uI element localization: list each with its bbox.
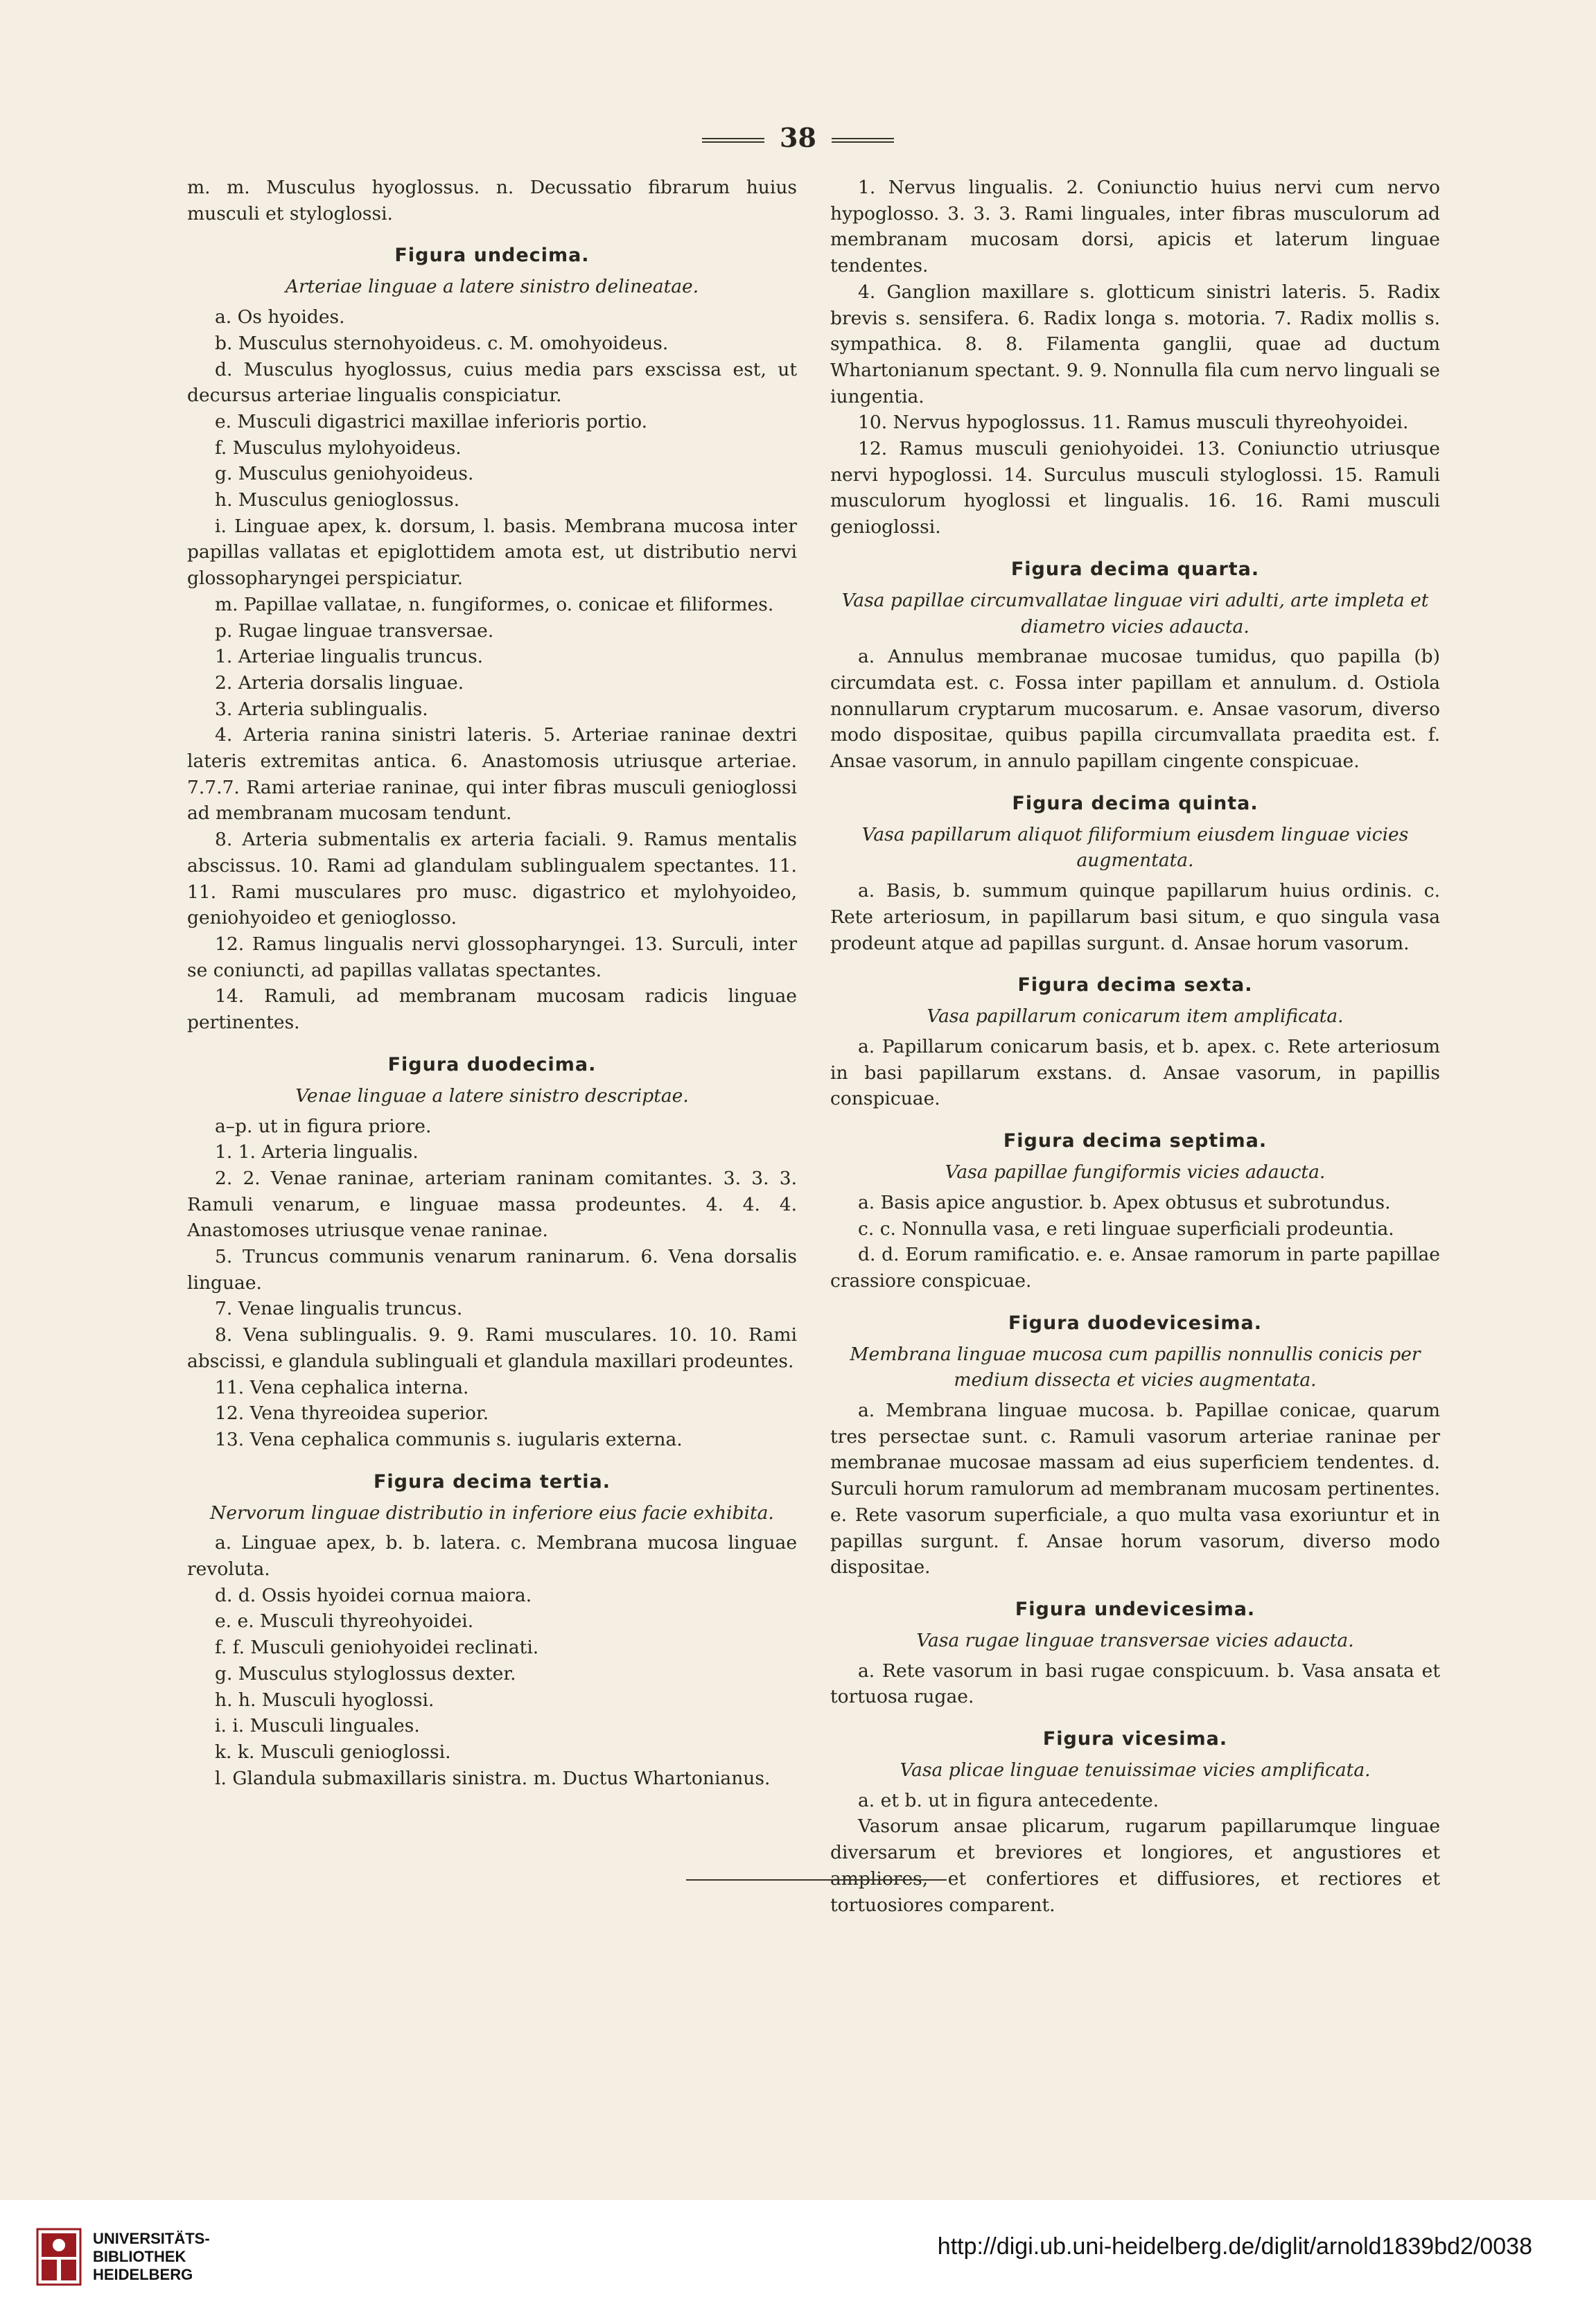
figure-heading: Figura duodecima.	[387, 1053, 597, 1075]
legend-entry: 14. Ramuli, ad membranam mucosam radicis linguae pertinentes.	[187, 985, 797, 1034]
end-rule	[686, 1879, 947, 1881]
page-number-text: 38	[780, 122, 816, 153]
legend-entry: 13. Vena cephalica communis s. iugularis externa.	[215, 1428, 683, 1450]
figure-caption: Membrana linguae mucosa cum papillis nonnullis conicis per medium dissecta et vicies augmentata.	[850, 1343, 1421, 1391]
legend-entry: 4. Ganglion maxillare s. glotticum sinistri lateris. 5. Radix brevis s. sensifera. 6. Radix longa s. motoria. 7. Radix mollis s. sympathica. 8. 8. Filamenta ganglii, quae ad ductum Whartonianum spectant. 9. 9. Nonnulla fila cum nervo linguali se iungentia.	[830, 281, 1440, 407]
library-seal-icon	[36, 2228, 82, 2286]
figure-caption: Vasa papillarum aliquot filiformium eiusdem linguae vicies augmentata.	[861, 823, 1409, 872]
legend-entry: f. Musculus mylohyoideus.	[215, 437, 462, 459]
page-number-rule-left	[702, 138, 764, 143]
figure-caption: Arteriae linguae a latere sinistro delineatae.	[285, 276, 699, 298]
legend-entry: 7. Venae lingualis truncus.	[215, 1298, 463, 1320]
legend-entry: i. Linguae apex, k. dorsum, l. basis. Membrana mucosa inter papillas vallatas et epiglottidem amota est, ut distributio nervi glossopharyngei perspiciatur.	[187, 515, 797, 590]
legend-entry: d. d. Ossis hyoidei cornua maiora.	[215, 1584, 532, 1606]
figure-heading: Figura decima septima.	[1003, 1130, 1268, 1152]
legend-entry: e. e. Musculi thyreohyoidei.	[215, 1610, 474, 1633]
figure-heading: Figura vicesima.	[1042, 1728, 1228, 1750]
source-url[interactable]: http://digi.ub.uni-heidelberg.de/diglit/arnold1839bd2/0038	[937, 2233, 1532, 2260]
legend-entry: g. Musculus styloglossus dexter.	[215, 1662, 516, 1685]
legend-entry: h. Musculus genioglossus.	[215, 489, 460, 511]
figure-caption: Vasa papillae fungiformis vicies adaucta.	[945, 1161, 1326, 1184]
legend-entry: a. Annulus membranae mucosae tumidus, quo papilla (b) circumdata est. c. Fossa inter papillam et annulum. d. Ostiola nonnullarum cryptarum mucosarum. e. Ansae vasorum, diverso modo dispositae, quibus papilla circumvallata praedita est. f. Ansae vasorum, in annulo papillam cingente conspicuae.	[830, 646, 1440, 773]
figure-heading: Figura decima quarta.	[1010, 558, 1260, 580]
legend-entry: a. Linguae apex, b. b. latera. c. Membrana mucosa linguae revoluta.	[187, 1532, 797, 1581]
legend-entry: a–p. ut in figura priore.	[215, 1115, 432, 1137]
legend-entry: c. c. Nonnulla vasa, e reti linguae superficiali prodeuntia.	[858, 1217, 1394, 1240]
legend-entry: 3. Arteria sublingualis.	[215, 698, 428, 720]
left-column	[187, 175, 797, 1791]
legend-entry: 5. Truncus communis venarum raninarum. 6. Vena dorsalis linguae.	[187, 1246, 797, 1294]
legend-entry: a. Rete vasorum in basi rugae conspicuum. b. Vasa ansata et tortuosa rugae.	[830, 1660, 1440, 1708]
legend-entry: 8. Arteria submentalis ex arteria faciali. 9. Ramus mentalis abscissus. 10. Rami ad glandulam sublingualem spectantes. 11. 11. Rami musculares pro musc. digastrico et mylohyoideo, geniohyoideo et genioglosso.	[187, 829, 797, 929]
legend-entry: a. Membrana linguae mucosa. b. Papillae conicae, quarum tres persectae sunt. c. Ramuli vasorum arteriae raninae per membranae mucosae massam ad eius superficiem tendentes. d. Surculi horum ramulorum ad membranam mucosam pertinentes. e. Rete vasorum superficiale, a quo multa vasa exoriuntur et in papillas surgunt. f. Ansae horum vasorum, diverso modo dispositae.	[830, 1400, 1440, 1578]
legend-entry: 12. Vena thyreoidea superior.	[215, 1402, 489, 1425]
legend-entry: a. Os hyoides.	[215, 306, 345, 328]
legend-entry: 10. Nervus hypoglossus. 11. Ramus musculi thyreohyoidei.	[858, 412, 1409, 434]
library-name-line3: HEIDELBERG	[93, 2266, 193, 2283]
legend-entry: 1. Arteriae lingualis truncus.	[215, 646, 484, 668]
legend-entry: g. Musculus geniohyoideus.	[215, 463, 474, 485]
legend-entry: p. Rugae linguae transversae.	[215, 619, 494, 642]
legend-entry: k. k. Musculi genioglossi.	[215, 1741, 451, 1763]
library-name-line2: BIBLIOTHEK	[93, 2248, 186, 2265]
page-number	[0, 122, 1596, 153]
legend-entry: b. Musculus sternohyoideus. c. M. omohyoideus.	[215, 332, 669, 354]
legend-entry: 8. Vena sublingualis. 9. 9. Rami musculares. 10. 10. Rami abscissi, e glandula sublinguali et glandula maxillari prodeuntes.	[187, 1324, 797, 1372]
legend-entry: 1. 1. Arteria lingualis.	[215, 1141, 419, 1163]
legend-entry: a. et b. ut in figura antecedente.	[858, 1789, 1159, 1811]
legend-entry: 12. Ramus musculi geniohyoidei. 13. Coniunctio utriusque nervi hypoglossi. 14. Surculus musculi styloglossi. 15. Ramuli musculorum hyoglossi et lingualis. 16. 16. Rami musculi genioglossi.	[830, 438, 1440, 538]
legend-entry: e. Musculi digastrici maxillae inferioris portio.	[215, 410, 648, 432]
figure-caption: Vasa plicae linguae tenuissimae vicies amplificata.	[900, 1759, 1371, 1782]
figure-heading: Figura decima tertia.	[373, 1470, 611, 1493]
legend-entry: m. m. Musculus hyoglossus. n. Decussatio fibrarum huius musculi et styloglossi.	[187, 177, 797, 225]
figure-caption: Vasa rugae linguae transversae vicies adaucta.	[916, 1629, 1354, 1651]
legend-entry: a. Papillarum conicarum basis, et b. apex. c. Rete arteriosum in basi papillarum exstans. d. Ansae vasorum, in papillis conspicuae.	[830, 1035, 1440, 1110]
legend-entry: a. Basis, b. summum quinque papillarum huius ordinis. c. Rete arteriosum, in papillarum basi situm, e quo singula vasa prodeunt atque ad papillas surgunt. d. Ansae horum vasorum.	[830, 880, 1440, 954]
figure-heading: Figura duodevicesima.	[1008, 1312, 1263, 1334]
legend-entry: 12. Ramus lingualis nervi glossopharyngei. 13. Surculi, inter se coniuncti, ad papillas vallatas spectantes.	[187, 933, 797, 981]
figure-caption: Nervorum linguae distributio in inferiore eius facie exhibita.	[210, 1502, 774, 1524]
legend-entry: i. i. Musculi linguales.	[215, 1715, 420, 1737]
library-name	[93, 2230, 210, 2284]
figure-heading: Figura undecima.	[394, 245, 590, 267]
library-name-line1: UNIVERSITÄTS-	[93, 2230, 210, 2247]
legend-entry: Vasorum ansae plicarum, rugarum papillarumque linguae diversarum et breviores et longiores, et angustiores et ampliores, et confertiores et diffusiores, et rectiores et tortuosiores comparent.	[830, 1815, 1440, 1916]
figure-caption: Venae linguae a latere sinistro descriptae.	[295, 1084, 689, 1107]
page-number-rule-right	[832, 138, 894, 143]
figure-heading: Figura decima sexta.	[1017, 974, 1253, 996]
legend-entry: d. d. Eorum ramificatio. e. e. Ansae ramorum in parte papillae crassiore conspicuae.	[830, 1244, 1440, 1292]
legend-entry: h. h. Musculi hyoglossi.	[215, 1689, 435, 1711]
legend-entry: f. f. Musculi geniohyoidei reclinati.	[215, 1637, 539, 1659]
figure-caption: Vasa papillarum conicarum item amplificata.	[927, 1005, 1344, 1028]
legend-entry: l. Glandula submaxillaris sinistra. m. Ductus Whartonianus.	[215, 1767, 771, 1789]
figure-heading: Figura decima quinta.	[1012, 792, 1259, 814]
legend-entry: 1. Nervus lingualis. 2. Coniunctio huius nervi cum nervo hypoglosso. 3. 3. 3. Rami linguales, inter fibras musculorum ad membranam mucosam dorsi, apicis et laterum linguae tendentes.	[830, 177, 1440, 277]
footer-bar	[0, 2200, 1596, 2313]
legend-entry: 2. 2. Venae raninae, arteriam raninam comitantes. 3. 3. 3. Ramuli venarum, e linguae massa prodeuntes. 4. 4. 4. Anastomoses utriusque venae raninae.	[187, 1167, 797, 1242]
legend-entry: d. Musculus hyoglossus, cuius media pars exscissa est, ut decursus arteriae lingualis conspiciatur.	[187, 358, 797, 407]
right-column	[830, 175, 1440, 1918]
legend-entry: 2. Arteria dorsalis linguae.	[215, 671, 464, 694]
legend-entry: m. Papillae vallatae, n. fungiformes, o. conicae et filiformes.	[215, 593, 774, 615]
legend-entry: 4. Arteria ranina sinistri lateris. 5. Arteriae raninae dextri lateris extremitas antica. 6. Anastomosis utriusque arteriae. 7.7.7. Rami arteriae raninae, qui inter fibras musculi genioglossi ad membranam mucosam tendunt.	[187, 724, 797, 825]
figure-caption: Vasa papillae circumvallatae linguae viri adulti, arte impleta et diametro vicies adaucta.	[841, 589, 1429, 637]
legend-entry: 11. Vena cephalica interna.	[215, 1376, 469, 1398]
legend-entry: a. Basis apice angustior. b. Apex obtusus et subrotundus.	[858, 1191, 1391, 1213]
figure-heading: Figura undevicesima.	[1015, 1598, 1256, 1620]
